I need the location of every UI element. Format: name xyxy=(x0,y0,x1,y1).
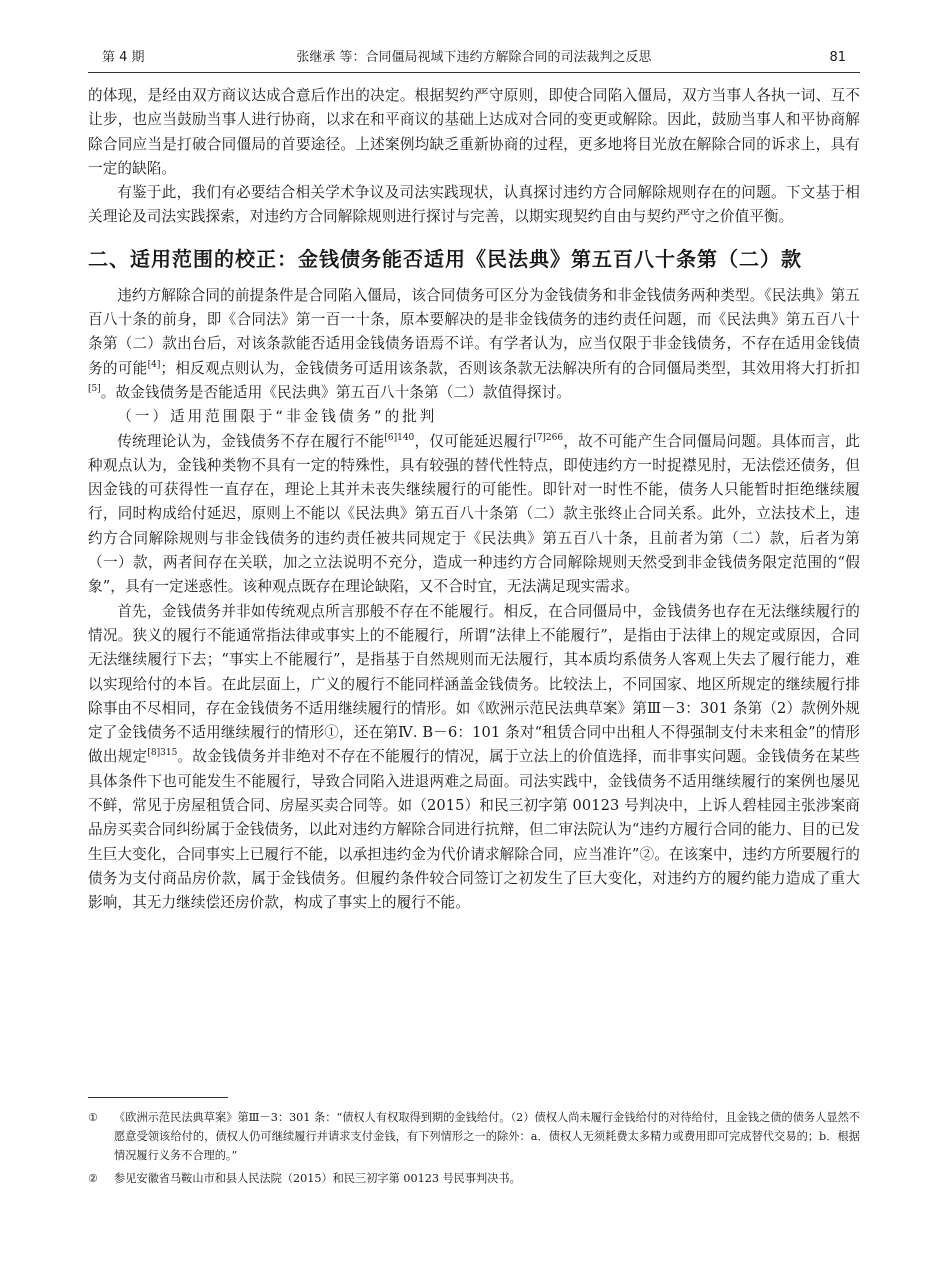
journal-page xyxy=(88,0,860,1277)
subsection-heading: （一）适用范围限于“非金钱债务”的批判 xyxy=(117,408,438,426)
running-header xyxy=(88,46,860,70)
footnote-mark: ① xyxy=(88,1111,99,1124)
paragraph-text: ，故不可能产生合同僵局问题。具体而言，此种观点认为，金钱种类物不具有一定的特殊性，具有较强的替代性特点，即使违约方一时捉襟见肘，无法偿还债务，但因金钱的可获得性一直存在，理论上其并未丧失继续履行的可能性。即针对一时性不能，债务人只能暂时拒绝继续履行，同时构成给付延迟，原则上不能以《民法典》第五百八十条第（二）款主张终止合同关系。此外，立法技术上，违约方合同解除规则与非金钱债务的违约责任被共同规定于《民法典》第五百八十条，且前者为第（二）款，后者为第（一）款，两者间存在关联，加之立法说明不充分，造成一种违约方合同解除规则天然受到非金钱债务限定范围的“假象”，具有一定迷惑性。该种观点既存在理论缺陷，又不合时宜，无法满足现实需求。 xyxy=(88,432,860,596)
paragraph: 有鉴于此，我们有必要结合相关学术争议及司法实践现状，认真探讨违约方合同解除规则存在的问题。下文基于相关理论及司法实践探索，对违约方合同解除规则进行探讨与完善，以期实现契约自由与契约严守之价值平衡。 xyxy=(88,184,860,226)
paragraph-continued: 的体现，是经由双方商议达成合意后作出的决定。根据契约严守原则，即使合同陷入僵局，双方当事人各执一词、互不让步，也应当鼓励当事人进行协商，以求在和平商议的基础上达成对合同的变更或解除。因此，鼓励当事人和平协商解除合同应当是打破合同僵局的首要途径。上述案例均缺乏重新协商的过程，更多地将目光放在解除合同的诉求上，具有一定的缺陷。 xyxy=(88,87,860,177)
citation-ref: [8]315 xyxy=(147,748,178,759)
paragraph xyxy=(88,600,860,916)
paragraph xyxy=(88,430,860,600)
footnote-mark: ② xyxy=(88,1172,99,1185)
header-divider xyxy=(88,72,860,73)
paragraph-text: 。故金钱债务是否能适用《民法典》第五百八十条第（二）款值得探讨。 xyxy=(100,383,571,401)
paragraph-text: ；相反观点则认为，金钱债务可适用该条款，否则该条款无法解决所有的合同僵局类型，其效用将大打折扣 xyxy=(160,359,860,377)
citation-ref: [4] xyxy=(147,359,161,370)
paragraph-text: 传统理论认为，金钱债务不存在履行不能 xyxy=(117,432,385,450)
section-heading: 二、适用范围的校正：金钱债务能否适用《民法典》第五百八十条第（二）款 xyxy=(88,246,802,271)
footnote-divider xyxy=(88,1097,228,1098)
footnote xyxy=(88,1108,860,1165)
paragraph-text: ，仅可能延迟履行 xyxy=(414,432,534,450)
citation-ref: [6]140 xyxy=(384,432,415,443)
article-body xyxy=(88,84,860,916)
citation-ref: [7]266 xyxy=(533,432,564,443)
footnote-text: 参见安徽省马鞍山市和县人民法院（2015）和民三初字第 00123 号民事判决书。 xyxy=(114,1172,521,1185)
paragraph xyxy=(88,284,860,405)
page-number: 81 xyxy=(829,50,846,65)
issue-number: 第 4 期 xyxy=(102,50,145,65)
footnote xyxy=(88,1169,860,1188)
citation-ref: [5] xyxy=(88,383,101,394)
running-title: 张继承 等：合同僵局视域下违约方解除合同的司法裁判之反思 xyxy=(296,50,652,65)
footnotes xyxy=(88,1108,860,1192)
paragraph-text: 。故金钱债务并非绝对不存在不能履行的情况，属于立法上的价值选择，而非事实问题。金钱债务在某些具体条件下也可能发生不能履行，导致合同陷入进退两难之局面。司法实践中，金钱债务不适用继续履行的案例也屡见不鲜，常见于房屋租赁合同、房屋买卖合同等。如（2015）和民三初字第 00123 号判决中，上诉人碧桂园主张涉案商品房买卖合同纠纷属于金钱债务，以此对违约方解除合同进行抗辩，但二审法院认为“违约方履行合同的能力、目的已发生巨大变化，合同事实上已履行不能，以承担违约金为代价请求解除合同，应当准许”②。在该案中，违约方所要履行的债务为支付商品房价款，属于金钱债务。但履约条件较合同签订之初发生了巨大变化，对违约方的履约能力造成了重大影响，其无力继续偿还房价款，构成了事实上的履行不能。 xyxy=(88,748,860,912)
paragraph-text: 首先，金钱债务并非如传统观点所言那般不存在不能履行。相反，在合同僵局中，金钱债务也存在无法继续履行的情况。狭义的履行不能通常指法律或事实上的不能履行，所谓“法律上不能履行”，是指由于法律上的规定或原因，合同无法继续履行下去；“事实上不能履行”，是指基于自然规则而无法履行，其本质均系债务人客观上失去了履行能力，难以实现给付的本旨。在此层面上，广义的履行不能同样涵盖金钱债务。比较法上，不同国家、地区所规定的继续履行排除事由不尽相同，存在金钱债务不适用继续履行的情形。如《欧洲示范民法典草案》第Ⅲ－3：301 条第（2）款例外规定了金钱债务不适用继续履行的情形①，还在第Ⅳ. B－6：101 条对“租赁合同中出租人不得强制支付未来租金”的情形做出规定 xyxy=(88,602,860,766)
footnote-text: 《欧洲示范民法典草案》第Ⅲ－3：301 条：“债权人有权取得到期的金钱给付。（2）债权人尚未履行金钱给付的对待给付，且金钱之债的债务人显然不愿意受领该给付的，债权人仍可继续履行并请求支付金钱，有下列情形之一的除外：a．债权人无须耗费太多精力或费用即可完成替代交易的；b．根据情况履行义务不合理的。” xyxy=(114,1111,860,1162)
paragraph-text: 违约方解除合同的前提条件是合同陷入僵局，该合同债务可区分为金钱债务和非金钱债务两种类型。《民法典》第五百八十条的前身，即《合同法》第一百一十条，原本要解决的是非金钱债务的违约责任问题，而《民法典》第五百八十条第（二）款出台后，对该条款能否适用金钱债务语焉不详。有学者认为，应当仅限于非金钱债务，不存在适用金钱债务的可能 xyxy=(88,286,860,377)
